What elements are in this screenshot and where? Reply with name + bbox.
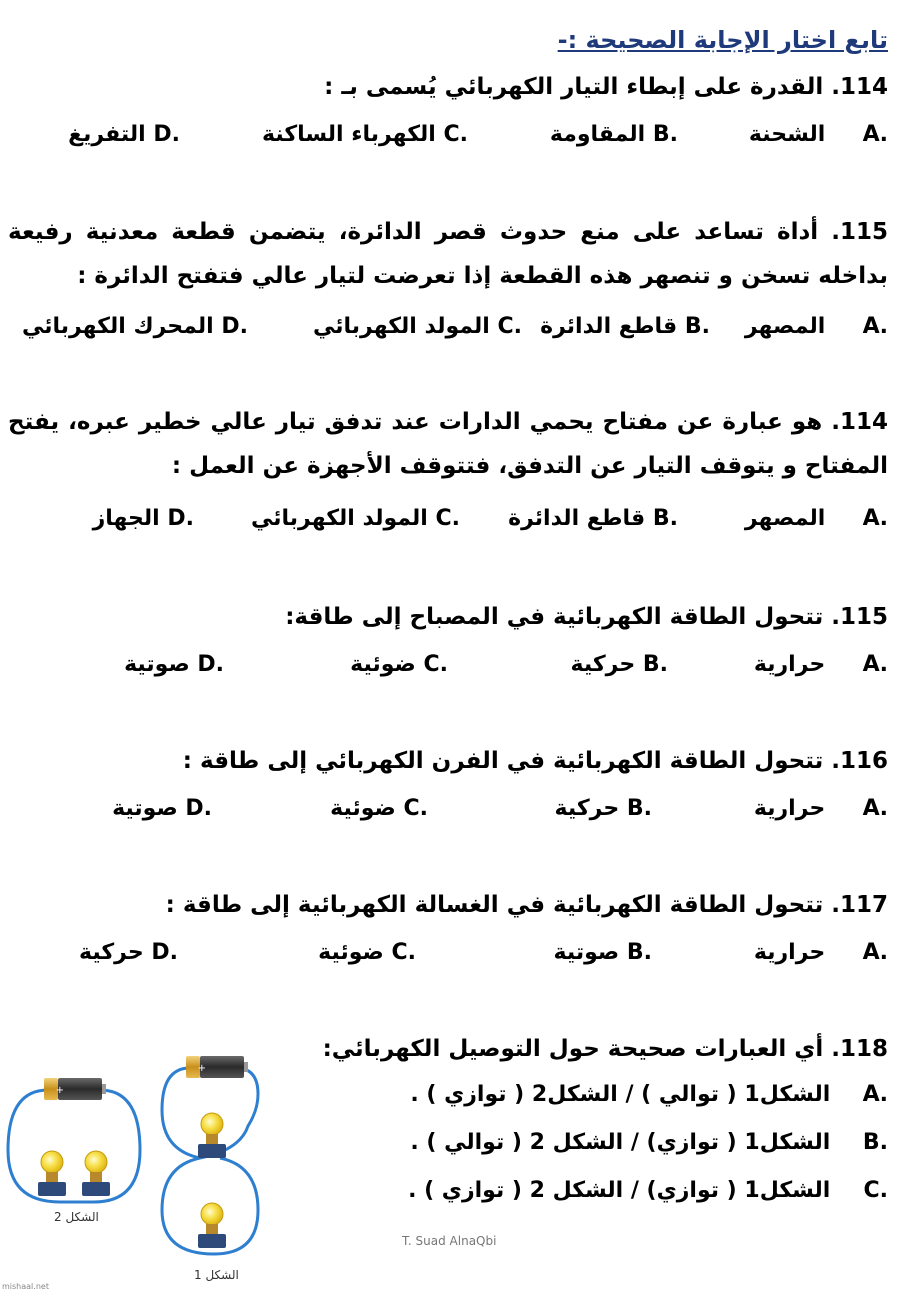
option-b [554, 942, 652, 964]
circuits-illustration [0, 1030, 300, 1300]
option-text: صوتية [112, 796, 178, 821]
question-stem: 116. تتحول الطاقة الكهربائية في الفرن الكهربائي إلى طاقة : [182, 748, 888, 774]
option-a [754, 654, 888, 676]
section-header: تابع اختار الإجابة الصحيحة :- [557, 26, 888, 54]
option-text: حركية [570, 652, 636, 677]
option-text: المصهر [744, 506, 826, 531]
option-text: ضوئية [318, 940, 384, 965]
option-text: قاطع الدائرة [508, 506, 646, 531]
circuit-figure [0, 1030, 300, 1300]
question-stem: 115. تتحول الطاقة الكهربائية في المصباح إلى طاقة: [285, 604, 888, 630]
question-stem: 115. أداة تساعد على منع حدوث قصر الدائرة، يتضمن قطعة معدنية رفيعة بداخله تسخن و تنصهر هذه القطعة إذا تعرضت لتيار عالي فتفتح الدائرة : [8, 219, 888, 289]
option-text: حرارية [753, 940, 826, 965]
option-text: حركية [554, 796, 620, 821]
bulb-icon [198, 1113, 226, 1158]
bulb-icon [38, 1151, 66, 1196]
option-letter: .D [167, 506, 194, 531]
figure-1-label: الشكل 1 [194, 1268, 239, 1282]
option-letter: .D [151, 940, 178, 965]
option-letter: .C [403, 796, 428, 821]
footer-author: T. Suad AlnaQbi [402, 1234, 497, 1248]
option-text: الشكل1 ( توازي) / الشكل 2 ( توالي ) . [410, 1130, 831, 1155]
option-text: الشكل1 ( توازي) / الشكل 2 ( توازي ) . [408, 1178, 831, 1203]
option-c [251, 508, 460, 530]
option-letter: .B [642, 652, 668, 677]
option-text: ضوئية [350, 652, 416, 677]
option-d [68, 124, 180, 146]
option-text: التفريغ [68, 122, 146, 147]
option-text: حرارية [753, 796, 826, 821]
option-text: صوتية [553, 940, 620, 965]
option-text: الجهاز [92, 506, 160, 531]
option-b [540, 316, 710, 338]
option-letter: .A [862, 122, 888, 147]
question-stem: 114. القدرة على إبطاء التيار الكهربائي يُسمى بـ : [324, 74, 888, 100]
option-letter: .D [221, 314, 248, 339]
question-stem: 118. أي العبارات صحيحة حول التوصيل الكهربائي: [322, 1036, 888, 1062]
option-letter: .C [443, 122, 468, 147]
option-letter: .C [435, 506, 460, 531]
wire-figure2 [8, 1090, 140, 1202]
bulb-icon [82, 1151, 110, 1196]
option-text: المصهر [744, 314, 826, 339]
option-letter: .A [862, 796, 888, 821]
option-letter: .B [684, 314, 710, 339]
option-a [410, 1084, 888, 1106]
figure-2-label: الشكل 2 [54, 1210, 99, 1224]
option-letter: .D [185, 796, 212, 821]
question-stem: 114. هو عبارة عن مفتاح يحمي الدارات عند تدفق تيار عالي خطير عبره، يفتح المفتاح و يتوقف التيار عن التدفق، فتتوقف الأجهزة عن العمل : [8, 409, 888, 479]
option-b [508, 508, 678, 530]
option-b [410, 1132, 888, 1154]
option-b [571, 654, 668, 676]
option-c [262, 124, 468, 146]
svg-text:+: + [55, 1085, 64, 1096]
svg-text:+: + [197, 1063, 206, 1074]
option-text: حركية [79, 940, 144, 965]
option-text: المحرك الكهربائي [21, 314, 214, 339]
option-d [93, 508, 194, 530]
option-c [350, 654, 448, 676]
option-letter: .B [652, 506, 678, 531]
option-letter: .C [391, 940, 416, 965]
option-a [754, 942, 888, 964]
battery-icon [186, 1056, 248, 1078]
option-letter: .B [862, 1130, 888, 1155]
option-c [313, 316, 522, 338]
option-d [79, 942, 178, 964]
option-letter: .C [497, 314, 522, 339]
watermark: mishaal.net [2, 1282, 49, 1291]
battery-icon [44, 1078, 106, 1100]
option-letter: .B [626, 940, 652, 965]
option-letter: .B [652, 122, 678, 147]
option-text: حرارية [753, 652, 826, 677]
option-letter: .A [862, 1082, 888, 1107]
option-letter: .B [626, 796, 652, 821]
option-letter: .C [863, 1178, 888, 1203]
option-text: ضوئية [330, 796, 396, 821]
option-letter: .A [862, 652, 888, 677]
option-text: الشحنة [748, 122, 826, 147]
option-letter: .A [862, 940, 888, 965]
option-text: المولد الكهربائي [250, 506, 428, 531]
option-text: صوتية [124, 652, 190, 677]
option-b [550, 124, 678, 146]
option-text: الكهرباء الساكنة [262, 122, 436, 147]
option-d [22, 316, 248, 338]
option-letter: .C [423, 652, 448, 677]
option-letter: .A [862, 314, 888, 339]
option-c [330, 798, 428, 820]
option-b [555, 798, 652, 820]
question-stem: 117. تتحول الطاقة الكهربائية في الغسالة الكهربائية إلى طاقة : [165, 892, 888, 918]
option-a [745, 316, 888, 338]
option-a [754, 798, 888, 820]
option-d [124, 654, 224, 676]
option-text: المولد الكهربائي [312, 314, 490, 339]
option-letter: .D [153, 122, 180, 147]
option-a [749, 124, 888, 146]
option-c [408, 1180, 888, 1202]
bulb-icon [198, 1203, 226, 1248]
option-a [745, 508, 888, 530]
option-letter: .D [197, 652, 224, 677]
option-c [318, 942, 416, 964]
option-text: المقاومة [549, 122, 646, 147]
option-letter: .A [862, 506, 888, 531]
option-text: قاطع الدائرة [540, 314, 678, 339]
option-text: الشكل1 ( توالي ) / الشكل2 ( توازي ) . [410, 1082, 831, 1107]
option-d [112, 798, 212, 820]
